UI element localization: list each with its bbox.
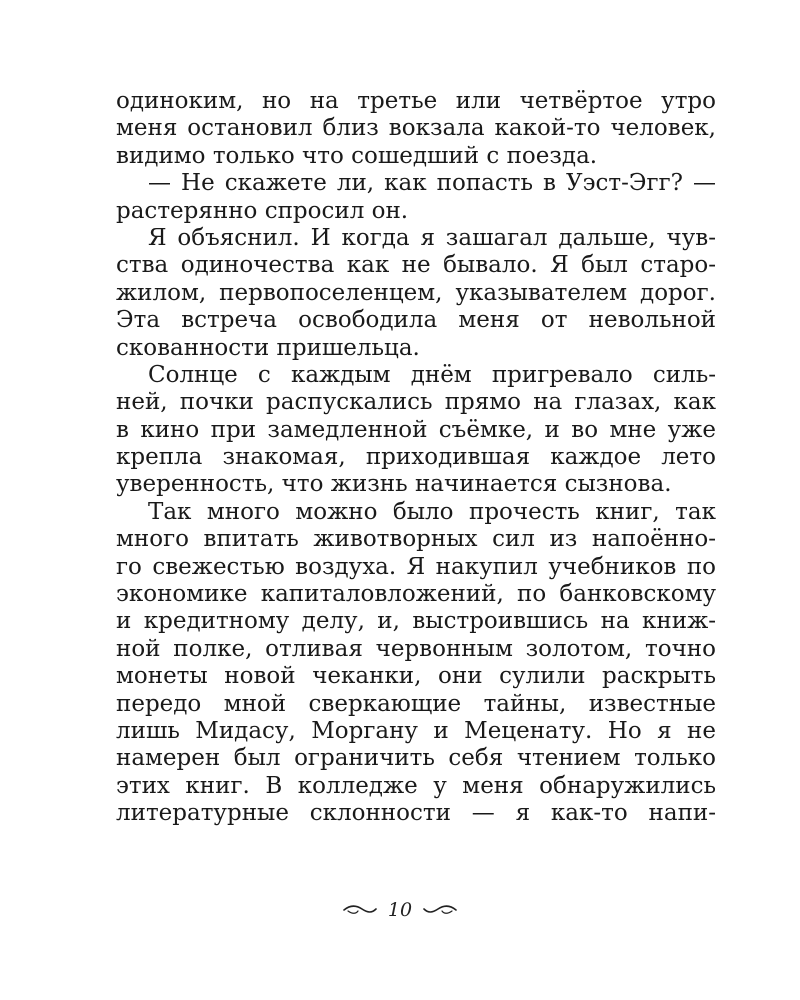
text-line: одиноким, но на третье или четвёртое утро: [116, 88, 716, 114]
text-line: уверенность, что жизнь начинается сызнова.: [116, 471, 672, 498]
text-line: литературные склонности — я как-то напи-: [116, 800, 716, 827]
text-line: Так много можно было прочесть книг, так: [148, 498, 716, 525]
text-line: го свежестью воздуха. Я накупил учебников по: [116, 553, 716, 580]
text-line: Я объяснил. И когда я зашагал дальше, чув-: [148, 224, 716, 251]
body-text: [116, 88, 716, 828]
left-flourish-icon: [342, 903, 378, 917]
text-line: много впитать животворных сил из напоённо-: [116, 526, 716, 553]
text-line: видимо только что сошедший с поезда.: [116, 142, 598, 169]
text-line: намерен был ограничить себя чтением только: [116, 745, 716, 772]
page-number: 10: [387, 899, 413, 921]
text-line: ней, почки распускались прямо на глазах, как: [116, 389, 716, 416]
text-line: передо мной сверкающие тайны, известные: [116, 690, 716, 717]
right-flourish-icon: [422, 903, 458, 917]
text-line: и кредитному делу, и, выстроившись на книж-: [116, 608, 716, 635]
text-line: скованности пришельца.: [116, 334, 420, 361]
page-footer: [0, 890, 800, 930]
text-line: растерянно спросил он.: [116, 197, 409, 224]
text-line: Эта встреча освободила меня от невольной: [116, 307, 716, 334]
text-line: — Не скажете ли, как попасть в Уэст-Эгг? —: [148, 170, 716, 197]
text-line: ства одиночества как не бывало. Я был старо-: [116, 252, 716, 279]
text-line: в кино при замедленной съёмке, и во мне уже: [116, 416, 716, 443]
text-line: Солнце с каждым днём пригревало силь-: [148, 361, 716, 388]
text-line: экономике капиталовложений, по банковскому: [116, 581, 716, 608]
text-line: жилом, первопоселенцем, указывателем дорог.: [116, 279, 716, 306]
text-line: лишь Мидасу, Моргану и Меценату. Но я не: [116, 717, 716, 744]
text-line: меня остановил близ вокзала какой-то человек,: [116, 115, 716, 142]
text-line: крепла знакомая, приходившая каждое лето: [116, 444, 716, 471]
text-line: ной полке, отливая червонным золотом, точно: [116, 635, 716, 662]
text-line: этих книг. В колледже у меня обнаружились: [116, 772, 716, 799]
text-line: монеты новой чеканки, они сулили раскрыть: [116, 663, 716, 690]
